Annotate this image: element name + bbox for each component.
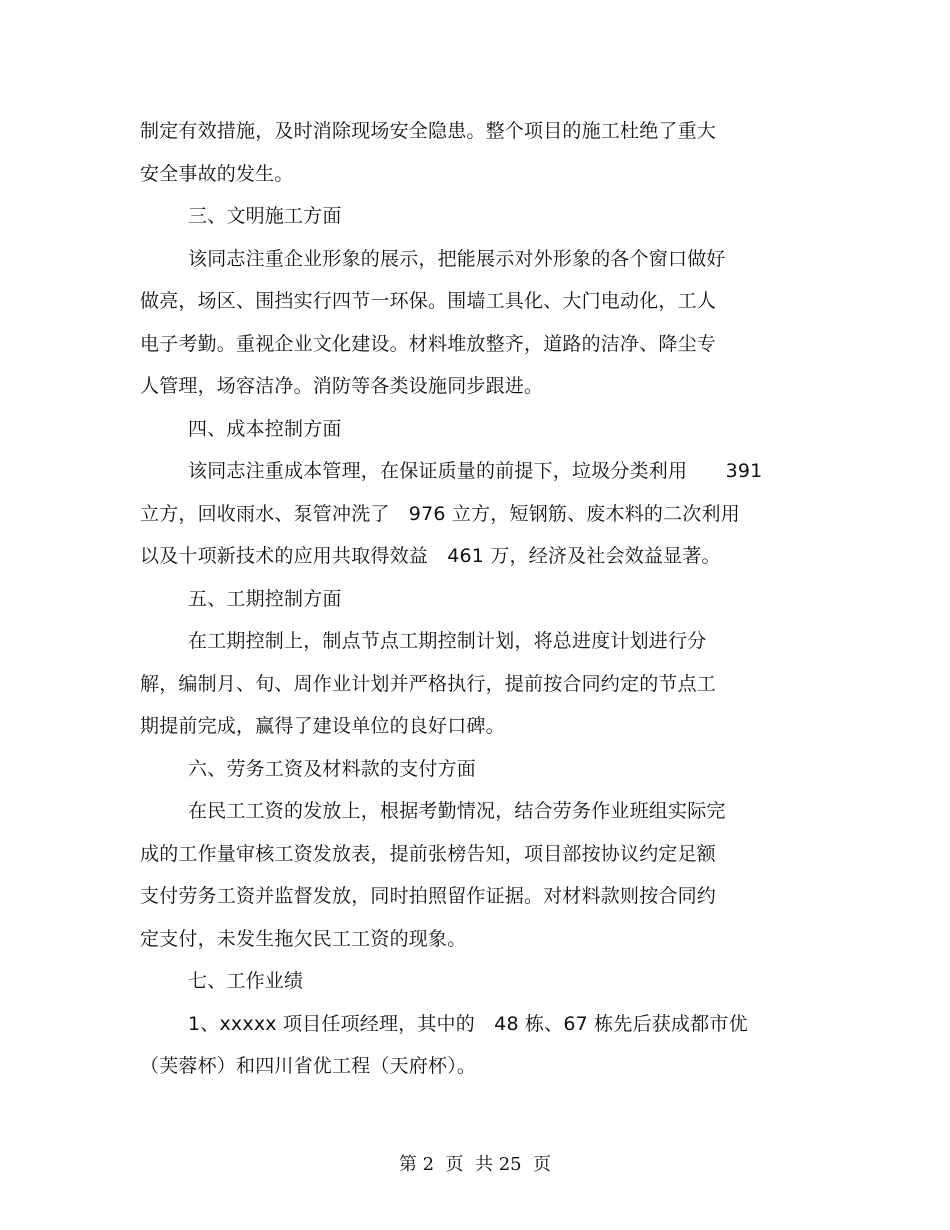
text-line: 安全事故的发生。 [140, 162, 294, 185]
section-heading: 三、文明施工方面 [188, 205, 342, 227]
text-line: 电子考勤。重视企业文化建设。材料堆放整齐，道路的洁净、降尘专 [140, 332, 717, 355]
text-line: 成的工作量审核工资发放表，提前张榜告知，项目部按协议约定足额 [140, 842, 717, 865]
document-body [140, 110, 820, 1088]
text-line: 支付劳务工资并监督发放，同时拍照留作证据。对材料款则按合同约 [140, 885, 717, 907]
section-heading: 五、工期控制方面 [188, 587, 342, 610]
text-line: 期提前完成，赢得了建设单位的良好口碑。 [140, 715, 505, 737]
section-heading: 六、劳务工资及材料款的支付方面 [188, 757, 477, 780]
section-heading: 四、成本控制方面 [188, 417, 342, 440]
text-line: 该同志注重企业形象的展示，把能展示对外形象的各个窗口做好 [188, 247, 726, 270]
text-line: 做亮，场区、围挡实行四节一环保。围墙工具化、大门电动化，工人 [140, 290, 717, 312]
text-line: 立方，回收雨水、泵管冲洗了 976 立方，短钢筋、废木料的二次利用 [140, 502, 740, 525]
text-line: 解，编制月、旬、周作业计划并严格执行，提前按合同约定的节点工 [140, 672, 717, 695]
text-line: 在工期控制上，制点节点工期控制计划，将总进度计划进行分 [188, 630, 707, 652]
text-line: 以及十项新技术的应用共取得效益 461 万，经济及社会效益显著。 [140, 545, 721, 567]
page-number-footer: 第 2 页 共 25 页 [398, 1154, 552, 1175]
text-line: 制定有效措施，及时消除现场安全隐患。整个项目的施工杜绝了重大 [140, 120, 717, 142]
text-line: 1、xxxxx 项目任项经理，其中的 48 栋、67 栋先后获成都市优 [188, 1012, 748, 1035]
text-line: 人管理，场容洁净。消防等各类设施同步跟进。 [140, 375, 544, 397]
section-heading: 七、工作业绩 [188, 970, 304, 992]
text-line: 定支付，未发生拖欠民工工资的现象。 [140, 927, 467, 950]
text-line: 在民工工资的发放上，根据考勤情况，结合劳务作业班组实际完 [188, 800, 726, 822]
text-line: （芙蓉杯）和四川省优工程（天府杯）。 [140, 1055, 477, 1077]
text-line: 该同志注重成本管理，在保证质量的前提下，垃圾分类利用 391 [188, 460, 763, 482]
